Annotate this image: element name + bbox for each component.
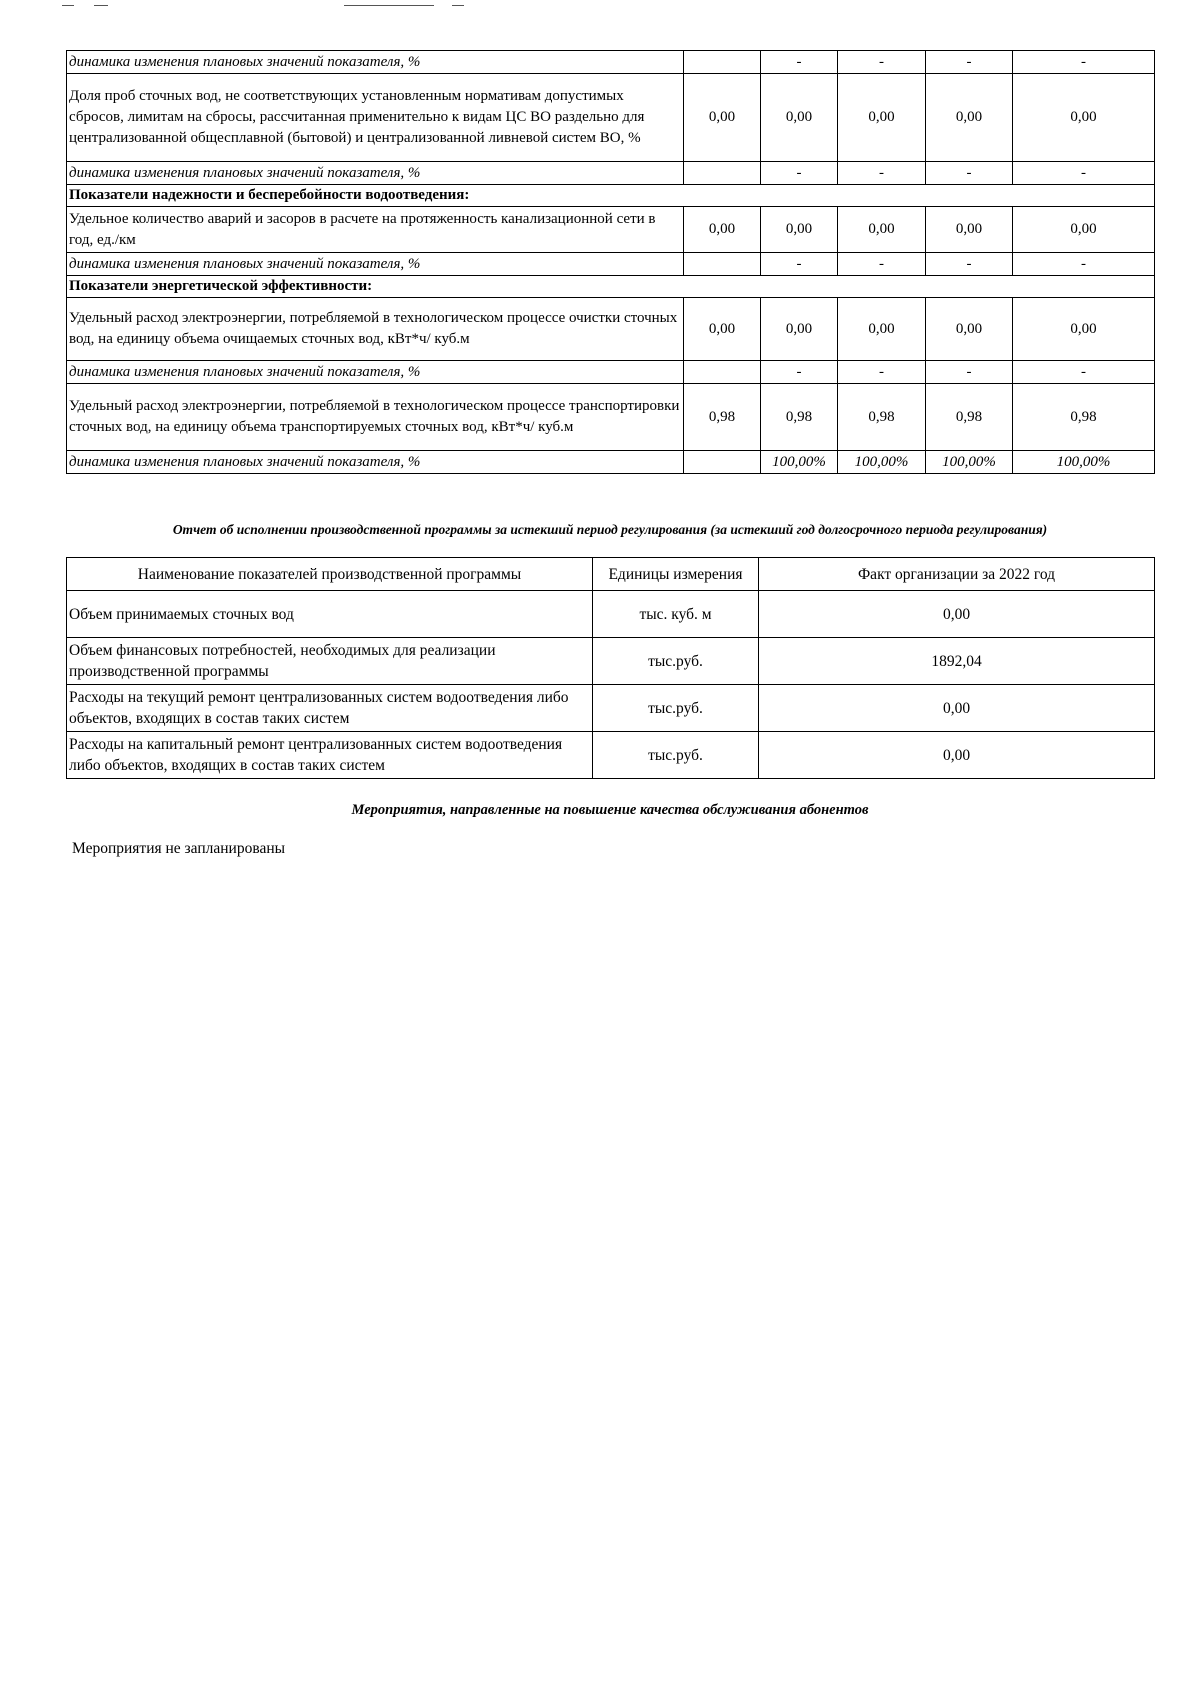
value-cell: 0,00 [838,74,926,162]
value-cell: 0,98 [838,384,926,451]
value-cell: - [838,51,926,74]
measures-caption: Мероприятия, направленные на повышение качества обслуживания абонентов [351,802,869,818]
value-cell: - [838,361,926,384]
value-cell: - [926,51,1013,74]
value-cell: 0,00 [761,74,838,162]
report-indicator-name: Объем финансовых потребностей, необходимых для реализации производственной программы [67,638,593,685]
value-cell [684,361,761,384]
header-indicator-name: Наименование показателей производственной программы [67,558,593,591]
value-cell: 0,98 [1013,384,1155,451]
value-cell: - [1013,51,1155,74]
value-cell: 100,00% [926,451,1013,474]
value-cell: 100,00% [838,451,926,474]
value-cell: 0,00 [684,207,761,253]
value-cell: 0,00 [1013,207,1155,253]
report-unit: тыс. куб. м [593,591,759,638]
report-fact-value: 1892,04 [759,638,1155,685]
value-cell: - [761,162,838,185]
value-cell [684,451,761,474]
dynamics-row [67,51,1155,74]
production-program-report-table [66,557,1155,779]
value-cell: 0,00 [761,207,838,253]
section-heading: Показатели энергетической эффективности: [67,276,1155,298]
scan-edge-marks [0,0,1200,14]
report-caption: Отчет об исполнении производственной программы за истекший период регулирования (за истекший год долгосрочного периода регулирования) [172,522,1048,537]
dynamics-row [67,253,1155,276]
section-heading: Показатели надежности и бесперебойности водоотведения: [67,185,1155,207]
dynamics-label: динамика изменения плановых значений показателя, % [67,451,684,474]
dynamics-label: динамика изменения плановых значений показателя, % [67,253,684,276]
header-units: Единицы измерения [593,558,759,591]
value-cell: - [926,361,1013,384]
value-cell: 100,00% [1013,451,1155,474]
value-cell: 0,00 [1013,74,1155,162]
report-unit: тыс.руб. [593,732,759,779]
value-cell: 0,00 [838,298,926,361]
measures-note: Мероприятия не запланированы [72,840,286,857]
dynamics-label: динамика изменения плановых значений показателя, % [67,162,684,185]
value-cell [684,253,761,276]
value-cell: - [761,253,838,276]
dynamics-row [67,361,1155,384]
value-cell: - [926,162,1013,185]
indicator-label: Удельный расход электроэнергии, потребляемой в технологическом процессе транспортировки сточных вод, на единицу объема транспортируемых сточных вод, кВт*ч/ куб.м [67,384,684,451]
value-cell [684,51,761,74]
section-row [67,185,1155,207]
value-cell: 0,98 [684,384,761,451]
indicator-label: Доля проб сточных вод, не соответствующих установленным нормативам допустимых сбросов, лимитам на сбросы, рассчитанная применительно к видам ЦС ВО раздельно для централизованной общесплавной (бытовой) и централизованной ливневой систем ВО, % [67,74,684,162]
value-cell: - [1013,361,1155,384]
value-cell: 0,00 [761,298,838,361]
indicator-row [67,207,1155,253]
value-cell: 0,00 [926,74,1013,162]
dynamics-row [67,451,1155,474]
header-fact-2022: Факт организации за 2022 год [759,558,1155,591]
value-cell: 0,00 [838,207,926,253]
indicator-row [67,384,1155,451]
value-cell: 0,98 [926,384,1013,451]
report-indicator-name: Объем принимаемых сточных вод [67,591,593,638]
dynamics-label: динамика изменения плановых значений показателя, % [67,51,684,74]
report-indicator-name: Расходы на текущий ремонт централизованных систем водоотведения либо объектов, входящих в состав таких систем [67,685,593,732]
value-cell: 0,00 [684,298,761,361]
report-fact-value: 0,00 [759,591,1155,638]
value-cell: - [838,162,926,185]
value-cell: - [761,361,838,384]
value-cell: 0,98 [761,384,838,451]
value-cell: 0,00 [926,207,1013,253]
report-indicator-name: Расходы на капитальный ремонт централизованных систем водоотведения либо объектов, входящих в состав таких систем [67,732,593,779]
indicator-row [67,298,1155,361]
report-row [67,685,1155,732]
report-row [67,732,1155,779]
report-row [67,591,1155,638]
value-cell: 0,00 [1013,298,1155,361]
value-cell: - [761,51,838,74]
report-unit: тыс.руб. [593,638,759,685]
indicator-label: Удельное количество аварий и засоров в расчете на протяженность канализационной сети в год, ед./км [67,207,684,253]
report-fact-value: 0,00 [759,685,1155,732]
value-cell: - [1013,253,1155,276]
value-cell: - [926,253,1013,276]
section-row [67,276,1155,298]
report-header-row [67,558,1155,591]
indicator-row [67,74,1155,162]
report-unit: тыс.руб. [593,685,759,732]
value-cell: - [1013,162,1155,185]
value-cell: 100,00% [761,451,838,474]
value-cell [684,162,761,185]
dynamics-label: динамика изменения плановых значений показателя, % [67,361,684,384]
dynamics-row [67,162,1155,185]
report-row [67,638,1155,685]
indicator-label: Удельный расход электроэнергии, потребляемой в технологическом процессе очистки сточных вод, на единицу объема очищаемых сточных вод, кВт*ч/ куб.м [67,298,684,361]
report-fact-value: 0,00 [759,732,1155,779]
indicators-table [66,50,1155,474]
value-cell: - [838,253,926,276]
value-cell: 0,00 [926,298,1013,361]
value-cell: 0,00 [684,74,761,162]
